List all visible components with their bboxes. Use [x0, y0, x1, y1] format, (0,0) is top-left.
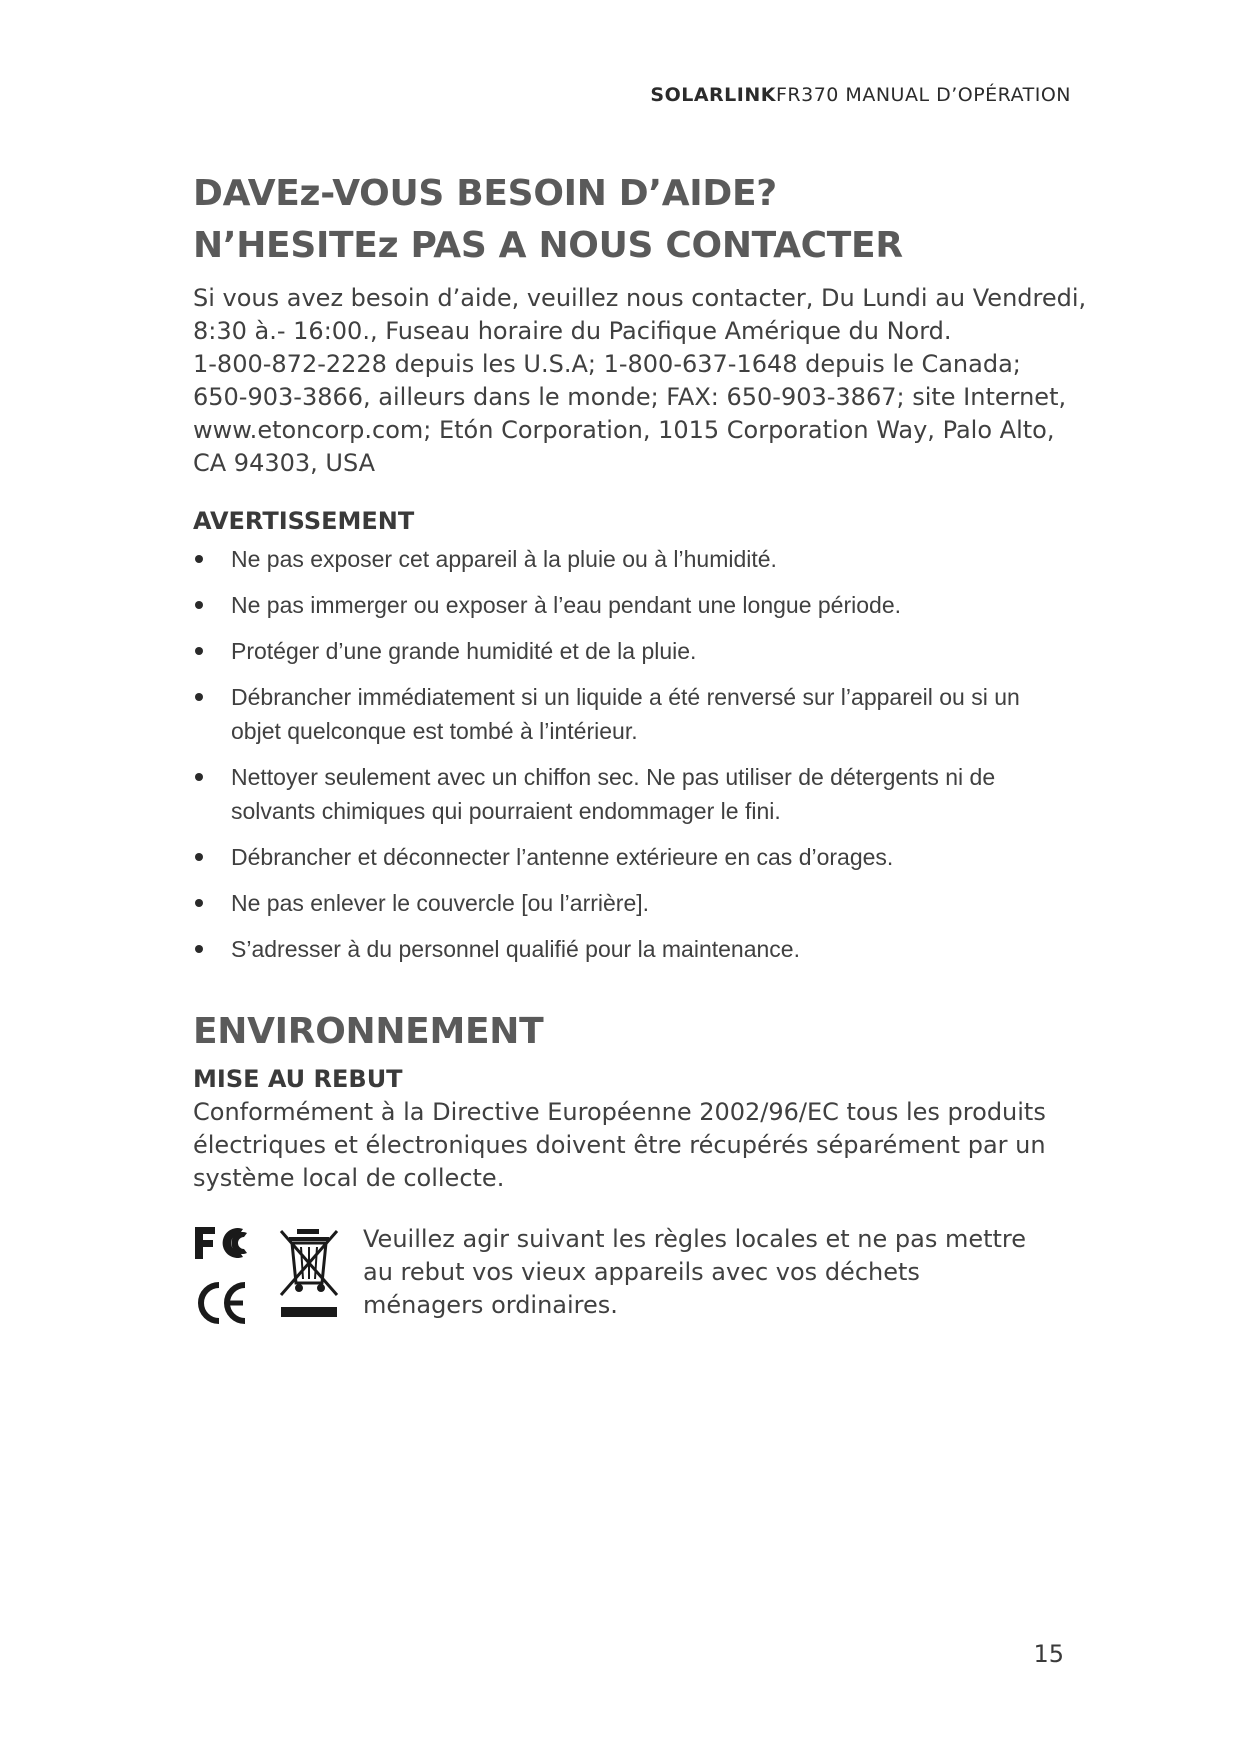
- warning-item: Protéger d’une grande humidité et de la pluie.: [193, 634, 1073, 668]
- warning-item: Débrancher immédiatement si un liquide a été renversé sur l’appareil ou si un objet quelconque est tombé à l’intérieur.: [193, 680, 1073, 748]
- disposal-text: Conformément à la Directive Européenne 2002/96/EC tous les produits électriques et électroniques doivent être récupérés séparément par un système local de collecte.: [193, 1098, 1046, 1192]
- contact-line: 650-903-3866, ailleurs dans le monde; FAX: 650-903-3867; site Internet,: [193, 383, 1067, 411]
- warning-item: Ne pas immerger ou exposer à l’eau pendant une longue période.: [193, 588, 1073, 622]
- help-title-line1: DAVEz-VOUS BESOIN D’AIDE?: [193, 173, 777, 214]
- header-brand: SOLARLINK: [650, 84, 776, 106]
- bullet-icon: [195, 945, 203, 953]
- warning-title: AVERTISSEMENT: [193, 507, 415, 535]
- warning-item: Ne pas exposer cet appareil à la pluie ou à l’humidité.: [193, 542, 1073, 576]
- warning-item: S’adresser à du personnel qualifié pour la maintenance.: [193, 932, 1073, 966]
- crossed-bin-icon: [277, 1223, 341, 1323]
- warning-item: Ne pas enlever le couvercle [ou l’arrière].: [193, 886, 1073, 920]
- symbol-instruction-text: Veuillez agir suivant les règles locales et ne pas mettre au rebut vos vieux appareils avec vos déchets ménagers ordinaires.: [363, 1225, 1027, 1319]
- compliance-symbols: [193, 1223, 363, 1333]
- bullet-icon: [195, 647, 203, 655]
- contact-paragraph: [193, 282, 1087, 480]
- ce-logo-icon: [195, 1281, 251, 1325]
- page-content: [193, 168, 1087, 1333]
- warning-item: Débrancher et déconnecter l’antenne extérieure en cas d’orages.: [193, 840, 1073, 874]
- header-subtitle: FR370 MANUAL D’OPÉRATION: [776, 84, 1071, 106]
- bullet-icon: [195, 853, 203, 861]
- bullet-icon: [195, 601, 203, 609]
- environment-title: ENVIRONNEMENT: [193, 1011, 544, 1052]
- disposal-title: MISE AU REBUT: [193, 1065, 403, 1093]
- contact-line: Si vous avez besoin d’aide, veuillez nous contacter, Du Lundi au Vendredi,: [193, 284, 1087, 312]
- symbols-row: [193, 1223, 1073, 1333]
- contact-line: CA 94303, USA: [193, 449, 376, 477]
- bullet-icon: [195, 693, 203, 701]
- fcc-logo-icon: [193, 1223, 255, 1263]
- page-header: [650, 84, 1071, 106]
- contact-line: www.etoncorp.com; Etón Corporation, 1015 Corporation Way, Palo Alto,: [193, 416, 1055, 444]
- bullet-icon: [195, 555, 203, 563]
- bullet-icon: [195, 773, 203, 781]
- page-number: 15: [1033, 1640, 1064, 1668]
- warning-list: [193, 542, 1073, 966]
- contact-line: 8:30 à.- 16:00., Fuseau horaire du Pacifique Amérique du Nord.: [193, 317, 952, 345]
- warning-item: Nettoyer seulement avec un chiffon sec. Ne pas utiliser de détergents ni de solvants chimiques qui pourraient endommager le fini.: [193, 760, 1073, 828]
- contact-line: 1-800-872-2228 depuis les U.S.A; 1-800-637-1648 depuis le Canada;: [193, 350, 1021, 378]
- bullet-icon: [195, 899, 203, 907]
- help-title-line2: N’HESITEz PAS A NOUS CONTACTER: [193, 225, 903, 266]
